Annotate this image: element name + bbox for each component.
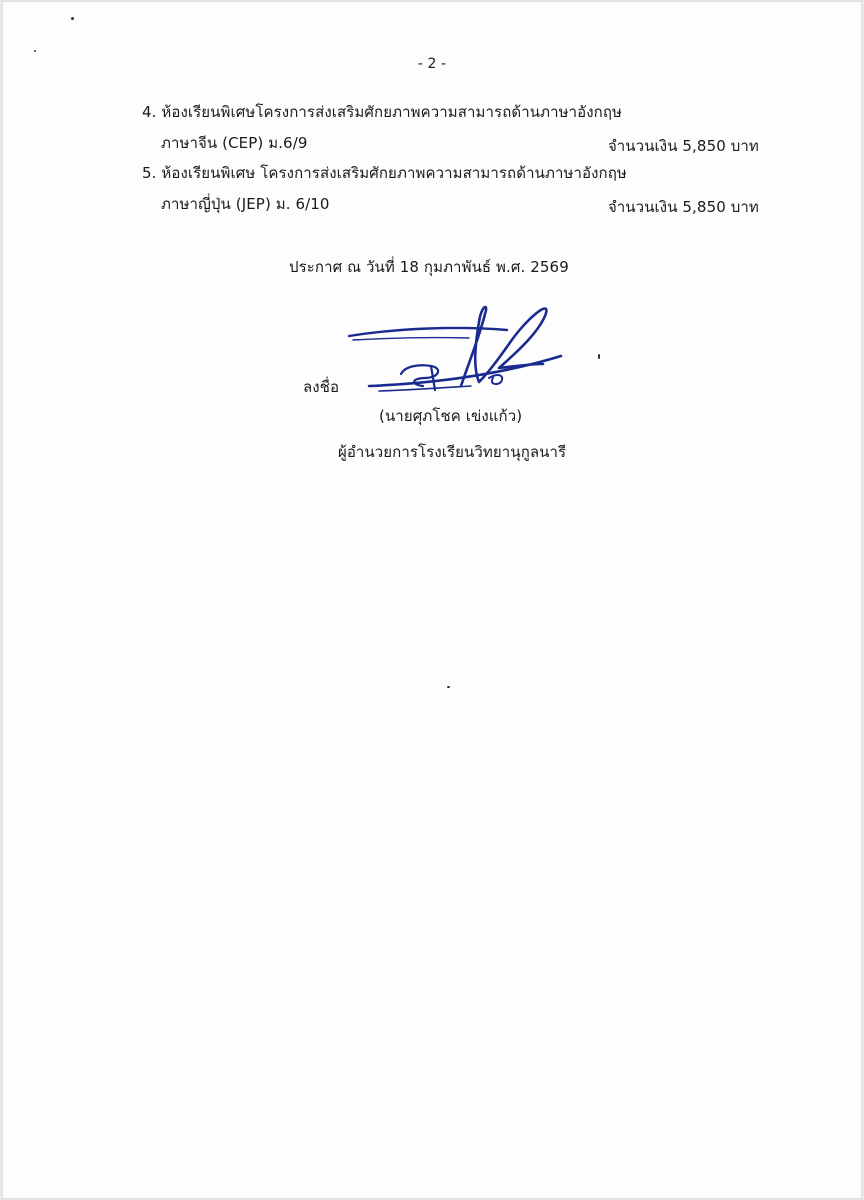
handwritten-signature bbox=[339, 292, 579, 404]
scan-speck bbox=[34, 50, 36, 52]
list-item-5-title: 5. ห้องเรียนพิเศษ โครงการส่งเสริมศักยภาพความสามารถด้านภาษาอังกฤษ bbox=[142, 164, 627, 182]
document-page bbox=[3, 2, 861, 1198]
signer-name: (นายศุภโชค เข่งแก้ว) bbox=[379, 407, 523, 425]
list-item-5-subtitle: ภาษาญี่ปุ่น (JEP) ม. 6/10 bbox=[161, 195, 330, 213]
scan-speck bbox=[71, 17, 74, 20]
list-item-4-amount: จำนวนเงิน 5,850 บาท bbox=[608, 137, 759, 155]
page-number: - 2 - bbox=[417, 56, 447, 72]
list-item-5-amount: จำนวนเงิน 5,850 บาท bbox=[608, 198, 759, 216]
list-item-4-subtitle: ภาษาจีน (CEP) ม.6/9 bbox=[161, 134, 308, 152]
signer-position: ผู้อำนวยการโรงเรียนวิทยานุกูลนารี bbox=[338, 443, 567, 461]
scan-speck bbox=[447, 686, 450, 688]
announcement-date: ประกาศ ณ วันที่ 18 กุมภาพันธ์ พ.ศ. 2569 bbox=[289, 258, 569, 276]
list-item-4-title: 4. ห้องเรียนพิเศษโครงการส่งเสริมศักยภาพความสามารถด้านภาษาอังกฤษ bbox=[142, 103, 622, 121]
signature-label: ลงชื่อ bbox=[303, 378, 340, 396]
scan-speck bbox=[598, 354, 600, 359]
